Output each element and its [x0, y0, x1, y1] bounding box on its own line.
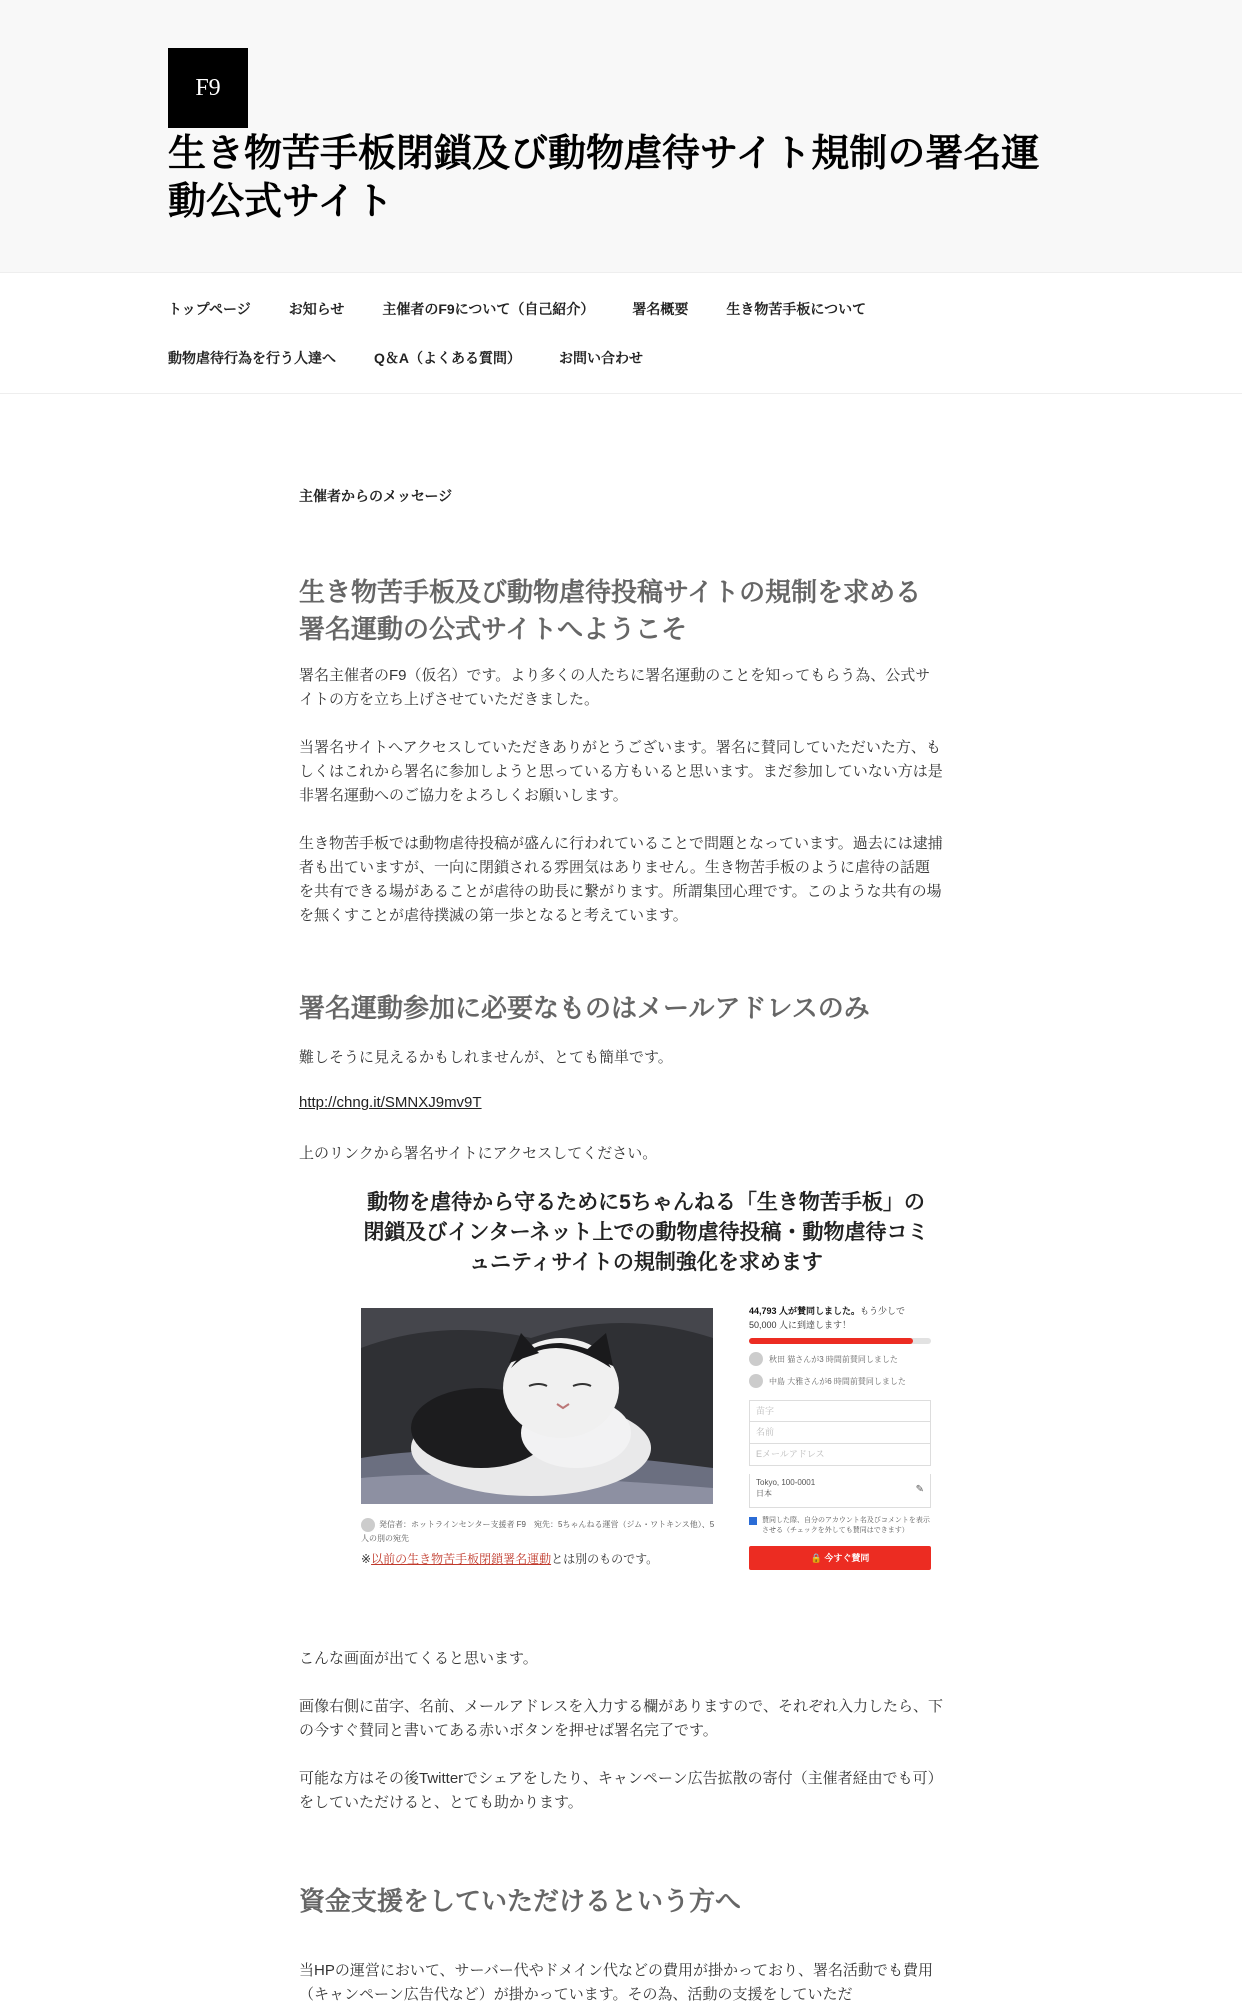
signature-panel — [749, 1304, 931, 1570]
screen-paragraph: こんな画面が出てくると思います。 — [299, 1650, 538, 1667]
requirements-heading: 署名運動参加に必要なものはメールアドレスのみ — [299, 993, 870, 1023]
site-logo[interactable]: F9 — [168, 48, 248, 128]
progress-fill — [749, 1338, 913, 1344]
address-line-2: 日本 — [756, 1489, 772, 1498]
checkbox-icon[interactable] — [749, 1517, 757, 1525]
sign-now-label: 今すぐ賛同 — [824, 1553, 870, 1563]
support-heading: 資金支援をしていただけるという方へ — [299, 1886, 742, 1916]
first-name-field[interactable]: 名前 — [749, 1422, 931, 1444]
thanks-paragraph: 当署名サイトへアクセスしていただきありがとうございます。署名に賛同していただいた方、もしくはこれから署名に参加しようと思っている方もいると思います。まだ参加していない方は是非署名運動へのご協力をよろしくお願いします。 — [299, 739, 943, 804]
count-bold: 44,793 人が賛同しました。 — [749, 1306, 861, 1316]
cat-photo — [361, 1308, 713, 1504]
petition-screenshot — [361, 1188, 931, 1608]
nav-item-abusers[interactable]: 動物虐待行為を行う人達へ — [168, 350, 336, 366]
nav-item-contact[interactable]: お問い合わせ — [559, 350, 643, 366]
site-title[interactable]: 生き物苦手板閉鎖及び動物虐待サイト規制の署名運動公式サイト — [168, 133, 1040, 223]
recent-signer-text: 秋田 猫さんが3 時間前賛同しました — [769, 1354, 898, 1364]
nav-item-about[interactable]: 主催者のF9について（自己紹介） — [382, 301, 595, 317]
avatar — [749, 1374, 763, 1388]
nav-item-news[interactable]: お知らせ — [288, 301, 345, 317]
previous-petition-link[interactable]: 以前の生き物苦手板閉鎖署名運動 — [371, 1552, 552, 1566]
count-rest: もう少しで 50,000 人に到達します！ — [749, 1306, 906, 1330]
nav-row-1 — [168, 298, 904, 320]
note-prefix: ※ — [361, 1552, 372, 1566]
nav-item-top[interactable]: トップページ — [168, 301, 251, 317]
recent-signer-text: 中島 大雅さんが6 時間前賛同しました — [769, 1376, 906, 1386]
edit-icon[interactable]: ✎ — [915, 1484, 924, 1495]
avatar — [361, 1518, 375, 1532]
access-instruction: 上のリンクから署名サイトにアクセスしてください。 — [299, 1145, 658, 1162]
problem-paragraph: 生き物苦手板では動物虐待投稿が盛んに行われていることで問題となっています。過去には逮捕者も出ていますが、一向に閉鎖される雰囲気はありません。生き物苦手板のように虐待の話題を共有できる場があることが虐待の助長に繋がります。所謂集団心理です。このような共有の場を無くすことが虐待撲滅の第一歩となると考えています。 — [299, 835, 943, 924]
petition-note — [361, 1550, 658, 1567]
intro-paragraph: 署名主催者のF9（仮名）です。より多くの人たちに署名運動のことを知ってもらう為、公式サイトの方を立ち上げさせていただきました。 — [299, 667, 931, 708]
nav-item-board[interactable]: 生き物苦手板について — [726, 301, 867, 317]
last-name-field[interactable]: 苗字 — [749, 1400, 931, 1422]
support-paragraph: 当HPの運営において、サーバー代やドメイン代などの費用が掛かっており、署名活動でも費用（キャンペーン広告代など）が掛かっています。その為、活動の支援をしていただ — [299, 1962, 934, 2003]
display-name-checkbox[interactable] — [749, 1516, 931, 1536]
site-header — [0, 0, 1242, 273]
signature-count — [749, 1304, 931, 1332]
main-navigation — [0, 273, 1242, 394]
petition-title: 動物を虐待から守るために5ちゃんねる「生き物苦手板」の閉鎖及びインターネット上での動物虐待投稿・動物虐待コミュニティサイトの規制強化を求めます — [363, 1191, 929, 1274]
recent-signer — [749, 1352, 931, 1366]
nav-row-2 — [168, 347, 681, 369]
cat-illustration — [361, 1308, 713, 1504]
form-instruction: 画像右側に苗字、名前、メールアドレスを入力する欄がありますので、それぞれ入力したら、下の今すぐ賛同と書いてある赤いボタンを押せば署名完了です。 — [299, 1698, 943, 1739]
nav-item-petition-overview[interactable]: 署名概要 — [632, 301, 689, 317]
note-suffix: とは別のものです。 — [551, 1552, 659, 1566]
section-label: 主催者からのメッセージ — [299, 488, 453, 504]
petition-meta-text: 発信者：ホットラインセンター支援者 F9 宛先：5ちゃんねる運営（ジム・ワトキンス他）、5人の別の宛先 — [361, 1520, 715, 1543]
nav-item-faq[interactable]: Q＆A（よくある質問） — [374, 350, 521, 366]
address-field[interactable] — [749, 1474, 931, 1508]
address-line-1: Tokyo, 100-0001 — [756, 1478, 816, 1487]
email-field[interactable]: Eメールアドレス — [749, 1444, 931, 1466]
progress-bar — [749, 1338, 931, 1344]
sign-now-button[interactable]: 🔒 今すぐ賛同 — [749, 1546, 931, 1570]
avatar — [749, 1352, 763, 1366]
recent-signer — [749, 1374, 931, 1388]
checkbox-label: 賛同した際、自分のアカウント名及びコメントを表示させる（チェックを外しても賛同はできます） — [762, 1517, 930, 1534]
petition-meta — [361, 1518, 721, 1545]
main-content — [299, 486, 943, 2003]
welcome-heading: 生き物苦手板及び動物虐待投稿サイトの規制を求める署名運動の公式サイトへようこそ — [299, 577, 922, 644]
petition-link[interactable]: http://chng.it/SMNXJ9mv9T — [299, 1094, 482, 1111]
share-paragraph: 可能な方はその後Twitterでシェアをしたり、キャンペーン広告拡散の寄付（主催者経由でも可）をしていただけると、とても助かります。 — [299, 1770, 943, 1811]
easy-paragraph: 難しそうに見えるかもしれませんが、とても簡単です。 — [299, 1049, 673, 1066]
